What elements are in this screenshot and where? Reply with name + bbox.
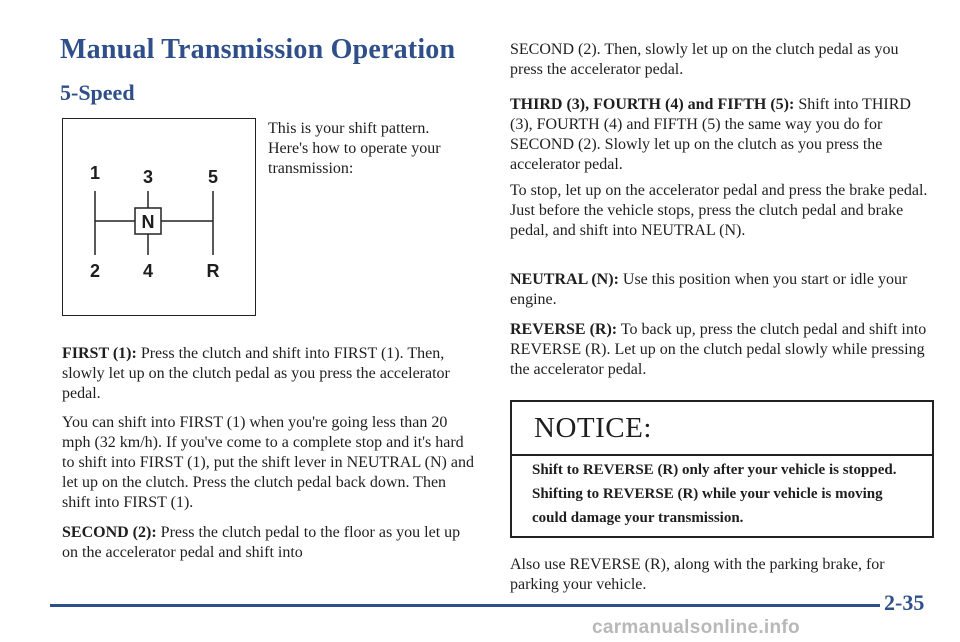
first-gear-text: Press the clutch and shift into FIRST (1). Then, slowly let up on the clutch pedal as you press the accelerator pedal. [62,345,450,402]
neutral-paragraph [510,270,935,310]
stopping-paragraph: To stop, let up on the accelerator pedal and press the brake pedal. Just before the vehicle stops, press the clutch pedal and brake pedal, and shift into NEUTRAL (N). [510,182,928,239]
gear-label-3: 3 [142,167,154,187]
third-fourth-fifth-text: Shift into THIRD (3), FOURTH (4) and FIFTH (5) the same way you do for SECOND (2). Slowly let up on the clutch as you press the accelerator pedal. [510,96,911,173]
first-gear-extra-paragraph: You can shift into FIRST (1) when you're going less than 20 mph (32 km/h). If you've come to a complete stop and it's hard to shift into FIRST (1), put the shift lever in NEUTRAL (N) and let up on the clutch. Press the clutch pedal back down. Then shift into FIRST (1). [62,414,474,511]
shift-pattern-diagram [62,118,256,316]
third-fourth-fifth-label: THIRD (3), FOURTH (4) and FIFTH (5): [510,96,795,113]
gear-label-1: 1 [89,163,101,183]
gear-label-5: 5 [207,167,219,187]
gear-label-4: 4 [142,261,154,281]
gear-label-n: N [141,212,155,232]
parking-paragraph: Also use REVERSE (R), along with the parking brake, for parking your vehicle. [510,556,885,593]
page-title: Manual Transmission Operation [60,34,456,65]
reverse-label: REVERSE (R): [510,321,618,338]
gear-label-r: R [206,261,220,281]
first-gear-label: FIRST (1): [62,345,137,362]
page-number: 2-35 [884,590,925,615]
intro-text: This is your shift pattern. Here's how to operate your transmission: [268,120,441,177]
notice-title: NOTICE: [534,412,652,444]
notice-box [510,400,934,538]
third-fourth-fifth-paragraph [510,95,935,175]
notice-divider [512,454,932,456]
footer-divider [50,604,880,607]
reverse-text: To back up, press the clutch pedal and shift into REVERSE (R). Let up on the clutch pedal slowly while pressing the accelerator pedal. [510,321,927,378]
gear-label-2: 2 [89,261,101,281]
second-gear-text: Press the clutch pedal to the floor as you let up on the accelerator pedal and shift into [62,524,461,561]
second-gear-paragraph [62,523,474,563]
second-gear-label: SECOND (2): [62,524,157,541]
section-subtitle: 5-Speed [60,80,135,105]
second-gear-continued: SECOND (2). Then, slowly let up on the clutch pedal as you press the accelerator pedal. [510,41,899,78]
neutral-label: NEUTRAL (N): [510,271,619,288]
first-gear-paragraph [62,344,474,404]
notice-body: Shift to REVERSE (R) only after your vehicle is stopped. Shifting to REVERSE (R) while your vehicle is moving could damage your transmission. [532,462,897,526]
watermark-text: carmanualsonline.info [592,617,800,638]
reverse-paragraph [510,320,935,380]
neutral-text: Use this position when you start or idle your engine. [510,271,908,308]
